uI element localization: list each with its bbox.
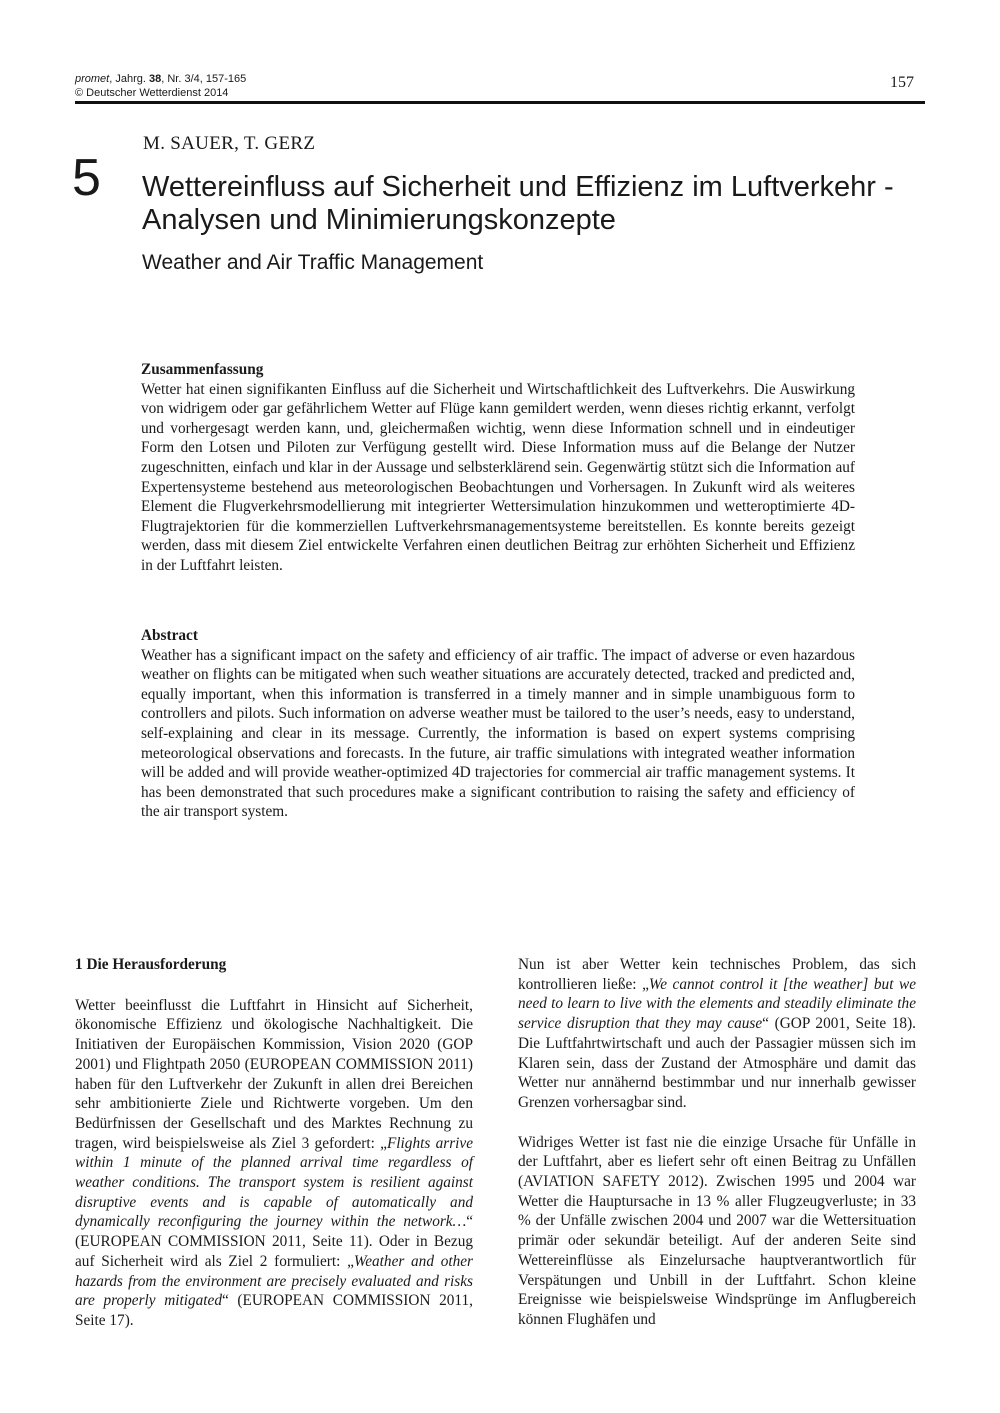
- abstract-heading: Abstract: [141, 627, 198, 644]
- journal-name: promet: [75, 73, 110, 85]
- authors: M. SAUER, T. GERZ: [143, 133, 316, 154]
- paragraph-text: “ (EUROPEAN COMMISSION 2011, Seite 17).: [75, 1292, 473, 1329]
- body-paragraph: Widriges Wetter ist fast nie die einzige Ursache für Unfälle in der Luftfahrt, aber es liefert sehr oft einen Beitrag zu Unfällen (AVIATION SAFETY 2012). Zwischen 1995 und 2004 war Wetter die Hauptursache in 13 % aller Flugzeugverluste; in 33 % der Unfälle zwischen 2004 und 2007 war die Wettersituation primär oder sekundär beteiligt. Auf der anderen Seite sind Wettereinflüsse als Einzelursache hauptverantwortlich für Verspätungen und Unbill in der Luftfahrt. Schon kleine Ereignisse wie beispielsweise Windsprünge im Anflugbereich können Flughäfen und: [518, 1133, 916, 1328]
- header-rule: [75, 101, 925, 104]
- paragraph-text: Wetter beeinflusst die Luftfahrt in Hinsicht auf Sicherheit, ökonomische Effizienz und ökologische Nachhaltigkeit. Die Initiativen der Europäischen Kommission, Vision 2020 (GOP 2001) und Flightpath 2050 (EUROPEAN COMMISSION 2011) haben für den Luftverkehr der Zukunft in allen drei Bereichen sehr ambitionierte Ziele und Richtwerte vorgeben. Um den Bedürfnissen der Gesellschaft und des Marktes Rechnung zu tragen, wird beispielsweise als Ziel 3 gefordert: „: [75, 996, 473, 1152]
- article-subtitle: Weather and Air Traffic Management: [142, 251, 484, 274]
- article-number: 5: [72, 149, 101, 207]
- body-paragraph: [518, 955, 916, 1113]
- abstract-section: [141, 626, 855, 822]
- article-title: Wettereinfluss auf Sicherheit und Effizienz im Luftverkehr - Analysen und Minimierungskonzepte: [142, 171, 894, 236]
- paragraph-text: Nun ist aber Wetter kein technisches Problem, das sich kontrollieren ließe: „: [518, 956, 916, 993]
- page-number: 157: [890, 74, 914, 91]
- section-heading: 1 Die Herausforderung: [75, 956, 227, 973]
- body-paragraph: [75, 996, 473, 1331]
- quote-gop: We cannot control it [the weather] but we need to learn to live with the elements and steadily eliminate the service disruption that they may cause: [518, 975, 916, 1033]
- running-header: [75, 72, 246, 100]
- zusammenfassung-section: [141, 360, 855, 576]
- paragraph-text: “ (GOP 2001, Seite 18). Die Luftfahrtwirtschaft und auch der Passagier müssen sich im Klaren sein, dass der Zustand der Atmosphäre und damit das Wetter nur annähernd bestimmbar und nur innerhalb gewisser Grenzen vorhersagbar sind.: [518, 1015, 917, 1111]
- zusammenfassung-heading: Zusammenfassung: [141, 361, 264, 378]
- paragraph-text: “ (EUROPEAN COMMISSION 2011, Seite 11). Oder in Bezug auf Sicherheit wird als Ziel 2 formuliert: „: [75, 1213, 473, 1270]
- journal-citation: [75, 72, 246, 86]
- quote-goal-3: Flights arrive within 1 minute of the planned arrival time regardless of weather conditions. The transport system is resilient against disruptive events and is capable of automatically and dynamically reconfiguring the journey within the network…: [75, 1134, 473, 1231]
- quote-goal-2: Weather and other hazards from the environment are precisely evaluated and risks are properly mitigated: [75, 1252, 473, 1310]
- copyright-line: © Deutscher Wetterdienst 2014: [75, 87, 229, 99]
- abstract-text: Weather has a significant impact on the safety and efficiency of air traffic. The impact of adverse or even hazardous weather on flights can be mitigated when such weather situations are accurately detected, tracked and predicted and, equally important, when this information is transferred in a timely manner and in simple unambiguous form to controllers and pilots. Such information on adverse weather must be tailored to the user’s needs, easy to understand, self-explaining and clear in its message. Currently, the information is based on expert systems comprising meteorological observations and forecasts. In the future, air traffic simulations with integrated weather information will be added and will provide weather-optimized 4D trajectories for commercial air traffic management systems. It has been demonstrated that such procedures make a significant contribution to raising the safety and efficiency of the air transport system.: [141, 646, 855, 821]
- body-column-left: [75, 955, 473, 1331]
- journal-year-label: , Jahrg.: [109, 73, 149, 85]
- journal-issue-pages: , Nr. 3/4, 157-165: [161, 73, 247, 85]
- body-column-right: [518, 955, 916, 1330]
- zusammenfassung-text: Wetter hat einen signifikanten Einfluss auf die Sicherheit und Wirtschaftlichkeit des Luftverkehrs. Die Auswirkung von widrigem oder gar gefährlichem Wetter auf Flüge kann gemildert werden, wenn dieses richtig erkannt, verfolgt und vorhergesagt werden kann, und, gleichermaßen wichtig, wenn diese Information schnell und in eindeutiger Form den Lotsen und Piloten zur Verfügung gestellt wird. Diese Information muss auf die Belange der Nutzer zugeschnitten, einfach und klar in der Aussage und selbsterklärend sein. Gegenwärtig stützt sich die Information auf Expertensysteme bestehend aus meteorologischen Beobachtungen und Vorhersagen. In Zukunft wird als weiteres Element die Flugverkehrsmodellierung mit integrierter Wettersimulation hinzukommen und wetteroptimierte 4D-Flugtrajektorien für die kommerziellen Luftverkehrsmanagementsysteme bereitstellen. Es konnte bereits gezeigt werden, dass mit diesem Ziel entwickelte Verfahren einen deutlichen Beitrag zur erhöhten Sicherheit und Effizienz in der Luftfahrt leisten.: [141, 380, 855, 574]
- journal-volume: 38: [149, 73, 162, 85]
